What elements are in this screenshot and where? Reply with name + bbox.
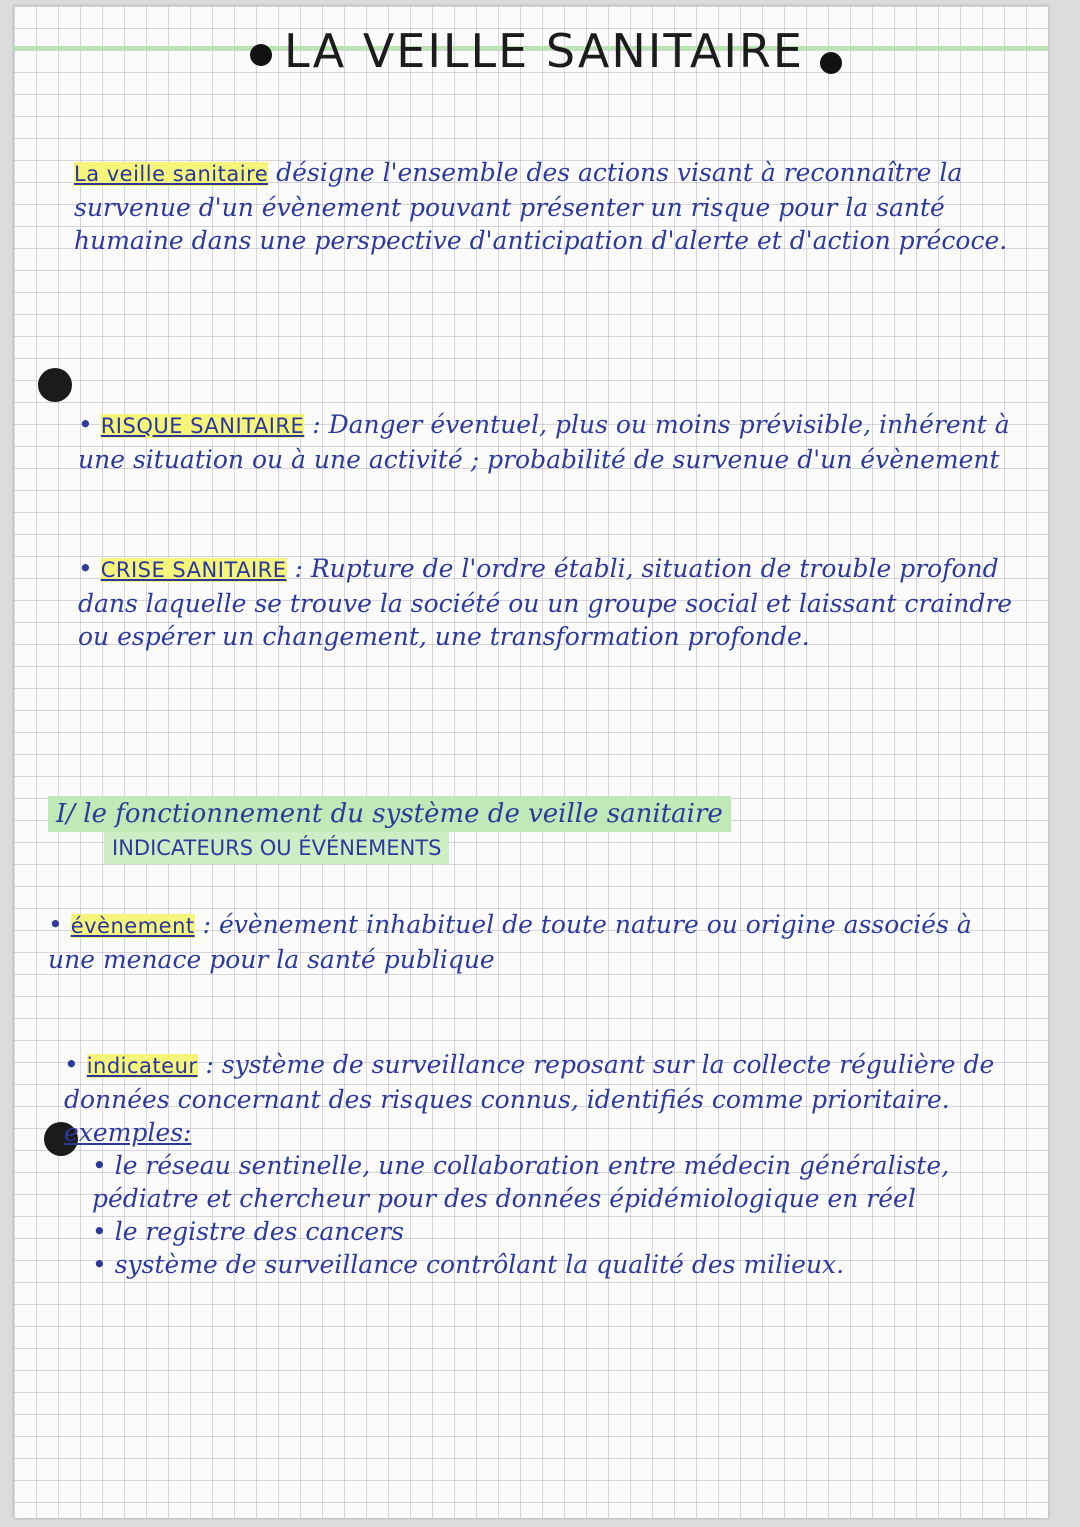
intro-text: désigne l'ensemble des actions visant à reconnaître la survenue d'un évènement pouvant présenter un risque pour la santé humaine dans une perspective d'anticipation d'alerte et d'action précoce. (74, 158, 1008, 255)
definition-indicateur-text: : système de surveillance reposant sur la collecte régulière de données concernant des risques connus, identifiés comme prioritaire. (64, 1050, 995, 1114)
example-item: • système de surveillance contrôlant la qualité des milieux. (92, 1250, 845, 1279)
definition-risque-term: RISQUE SANITAIRE (100, 414, 305, 438)
example-item: • le réseau sentinelle, une collaboration entre médecin généraliste, pédiatre et chercheur pour des données épidémiologique en réel (92, 1151, 950, 1213)
title-bullet-right-icon (820, 52, 842, 74)
binder-hole-top-icon (38, 368, 72, 402)
definition-evenement-text: : évènement inhabituel de toute nature ou origine associés à une menace pour la santé publique (48, 910, 972, 974)
section-heading (48, 796, 1008, 864)
intro-paragraph (74, 156, 1024, 257)
section-subtitle: INDICATEURS OU ÉVÉNEMENTS (104, 832, 449, 864)
definition-indicateur-term: indicateur (86, 1054, 198, 1078)
section-title: I/ le fonctionnement du système de veille sanitaire (48, 796, 731, 832)
title-bullet-left-icon (250, 44, 272, 66)
definition-crise-text: : Rupture de l'ordre établi, situation de trouble profond dans laquelle se trouve la société ou un groupe social et laissant craindre ou espérer un changement, une transformation profonde. (78, 554, 1013, 651)
page-title: LA VEILLE SANITAIRE (284, 24, 804, 78)
example-item: • le registre des cancers (92, 1217, 404, 1246)
definition-risque: • RISQUE SANITAIRE : Danger éventuel, plus ou moins prévisible, inhérent à une situation ou à une activité ; probabilité de survenue d'un évènement (78, 410, 1010, 474)
examples-label: exemples: (64, 1118, 192, 1147)
definition-crise-term: CRISE SANITAIRE (100, 558, 287, 582)
definition-evenement: • évènement : évènement inhabituel de toute nature ou origine associés à une menace pour la santé publique (48, 910, 972, 974)
notebook-page (14, 6, 1048, 1518)
definition-evenement-term: évènement (70, 914, 195, 938)
definition-risque-text: : Danger éventuel, plus ou moins prévisible, inhérent à une situation ou à une activité ; probabilité de survenue d'un évènement (78, 410, 1010, 474)
definition-indicateur: • indicateur : système de surveillance reposant sur la collecte régulière de données concernant des risques connus, identifiés comme prioritaire. exemples: • le réseau sentinelle, une collaboration entre médecin généraliste, pédiatre et chercheur pour des données épidémiologique en réel • le registre des cancers • système de surveillance contrôlant la qualité des milieux. (64, 1048, 1024, 1281)
intro-term: La veille sanitaire (74, 162, 269, 186)
definition-crise: • CRISE SANITAIRE : Rupture de l'ordre établi, situation de trouble profond dans laquelle se trouve la société ou un groupe social et laissant craindre ou espérer un changement, une transformation profonde. (78, 554, 1013, 651)
